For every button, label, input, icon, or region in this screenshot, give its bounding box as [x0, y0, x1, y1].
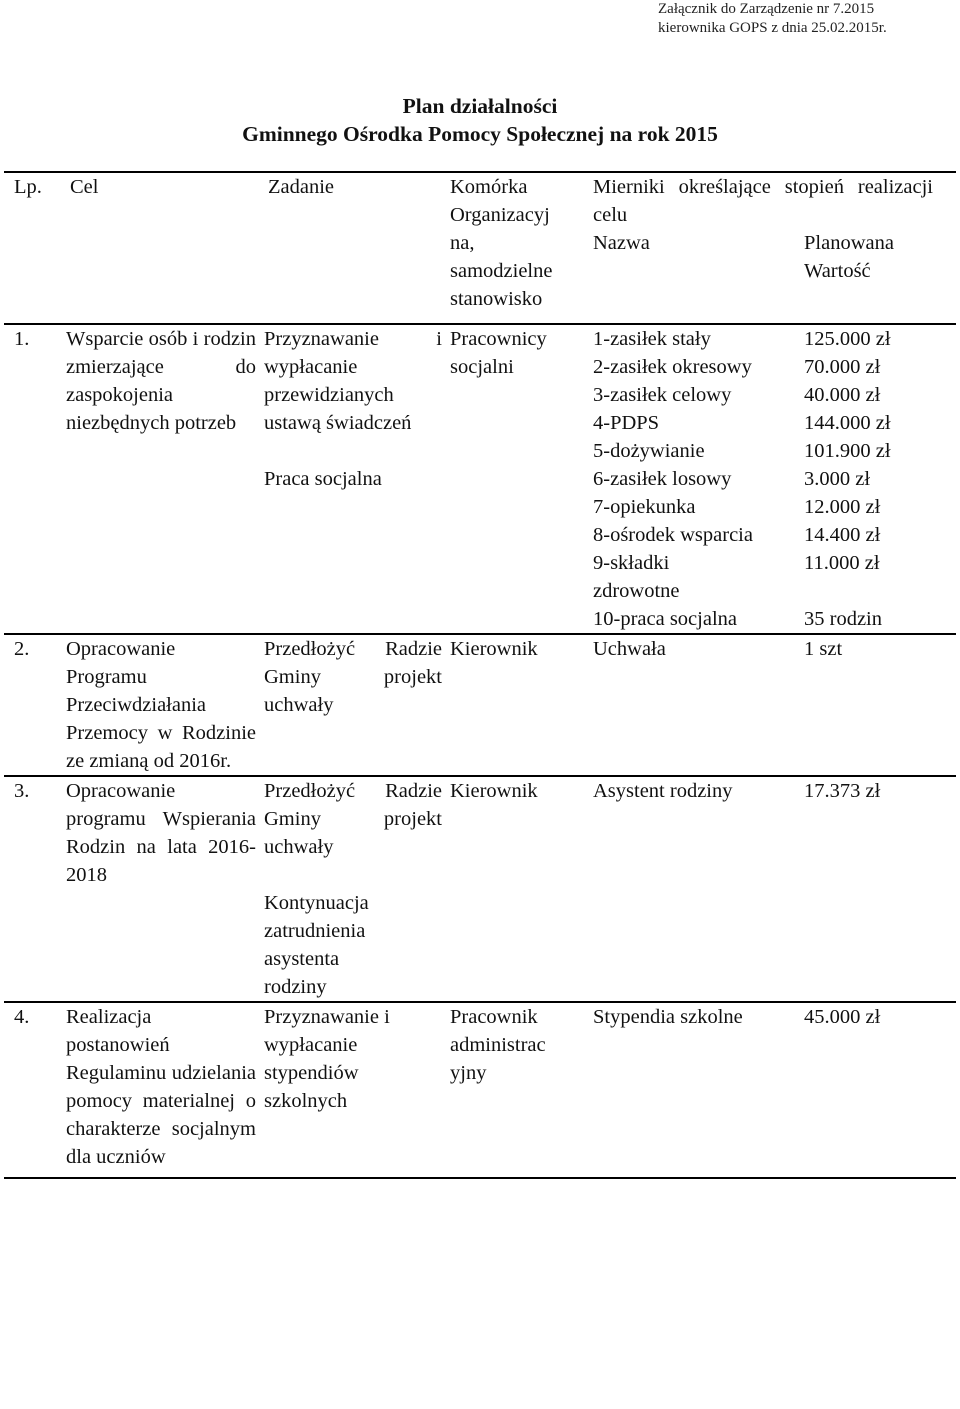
value-item: 35 rodzin [804, 608, 882, 630]
row-nazwa: Asystent rodziny [593, 780, 733, 802]
list-item: 5-dożywianie [593, 440, 705, 462]
list-item: 6-zasiłek losowy [593, 468, 732, 490]
row-cel: Wsparcie osób i rodzin zmierzające do zaspokojenia niezbędnych potrzeb [66, 328, 256, 434]
value-item: 70.000 zł [804, 356, 881, 378]
row-zadanie: Przyznawanie i wypłacanie stypendiów szkolnych [264, 1006, 390, 1112]
table-row [4, 777, 956, 1002]
value-item: 144.000 zł [804, 412, 891, 434]
row-wartosc: 17.373 zł [804, 780, 881, 802]
header-komorka-line: stanowisko [450, 288, 543, 310]
list-item: 2-zasiłek okresowy [593, 356, 752, 378]
row-komorka: Pracownicy socjalni [450, 328, 547, 378]
row-zadanie [264, 777, 450, 1002]
row-komorka: Kierownik [450, 638, 538, 660]
row-zadanie-text: Przedłożyć Radzie Gminy projekt uchwały [264, 780, 442, 858]
header-cel-label: Cel [70, 176, 99, 198]
value-item: 40.000 zł [804, 384, 881, 406]
list-item: 8-ośrodek wsparcia [593, 524, 753, 546]
header-zadanie [264, 173, 450, 313]
list-item: 10-praca socjalna [593, 608, 737, 630]
attachment-note [658, 0, 887, 38]
list-item: 3-zasiłek celowy [593, 384, 732, 406]
table-row [4, 1003, 956, 1171]
row-komorka: Pracownik administrac yjny [450, 1006, 546, 1084]
list-item: 9-składki zdrowotne [593, 552, 680, 602]
plan-table [4, 171, 956, 1179]
document-title [0, 92, 960, 148]
row-zadanie-text: Przyznawanie i wypłacanie przewidzianych ustawą świadczeń [264, 328, 442, 434]
value-item: 12.000 zł [804, 496, 881, 518]
value-item: 101.900 zł [804, 440, 891, 462]
title-line2: Gminnego Ośrodka Pomocy Społecznej na rok 2015 [242, 122, 718, 146]
row-nazwa: Uchwała [593, 638, 666, 660]
row-wartosc: 45.000 zł [804, 1006, 881, 1028]
row-lp: 1. [14, 328, 30, 350]
list-item: 4-PDPS [593, 412, 660, 434]
attachment-note-line2: kierownika GOPS z dnia 25.02.2015r. [658, 20, 887, 36]
row-nazwy [593, 325, 804, 634]
value-item: 3.000 zł [804, 468, 871, 490]
header-komorka-line: Komórka [450, 176, 528, 198]
table-row [4, 325, 956, 634]
row-wartosci [804, 325, 956, 634]
row-lp: 4. [14, 1006, 30, 1028]
list-item: 7-opiekunka [593, 496, 696, 518]
value-item: 125.000 zł [804, 328, 891, 350]
header-komorka-line: na, [450, 232, 475, 254]
header-komorka [450, 173, 593, 313]
header-komorka-line: Organizacyj [450, 204, 550, 226]
row-zadanie-text-2: Kontynuacja zatrudnienia asystenta rodziny [264, 892, 369, 998]
row-cel: Realizacja postanowień Regulaminu udzielania pomocy materialnej o charakterze socjalnym dla uczniów [66, 1006, 256, 1168]
value-item: 14.400 zł [804, 524, 881, 546]
row-wartosc: 1 szt [804, 638, 843, 660]
row-zadanie-text-2: Praca socjalna [264, 468, 382, 490]
header-cel [66, 173, 264, 313]
header-planowana [804, 229, 894, 285]
header-mierniki [593, 173, 956, 313]
header-nazwa: Nazwa [593, 232, 650, 254]
row-cel: Opracowanie programu Wspierania Rodzin na lata 2016-2018 [66, 780, 256, 886]
header-zadanie-label: Zadanie [268, 176, 335, 198]
header-komorka-line: samodzielne [450, 260, 553, 282]
header-mierniki-label: Mierniki określające stopień realizacji celu [593, 176, 933, 226]
row-zadanie: Przedłożyć Radzie Gminy projekt uchwały [264, 638, 442, 716]
row-lp: 3. [14, 780, 30, 802]
header-planowana-line: Wartość [804, 260, 871, 282]
table-header-row [4, 173, 956, 313]
row-komorka: Kierownik [450, 780, 538, 802]
row-cel: Opracowanie Programu Przeciwdziałania Przemocy w Rodzinie ze zmianą od 2016r. [66, 638, 256, 772]
title-line1: Plan działalności [402, 94, 558, 118]
list-item: 1-zasiłek stały [593, 328, 711, 350]
value-item: 11.000 zł [804, 552, 880, 574]
row-zadanie [264, 325, 450, 634]
row-lp: 2. [14, 638, 30, 660]
attachment-note-line1: Załącznik do Zarządzenie nr 7.2015 [658, 1, 875, 17]
header-lp: Lp. [14, 176, 42, 198]
table-row [4, 635, 956, 776]
row-nazwa: Stypendia szkolne [593, 1006, 743, 1028]
header-planowana-line: Planowana [804, 232, 894, 254]
